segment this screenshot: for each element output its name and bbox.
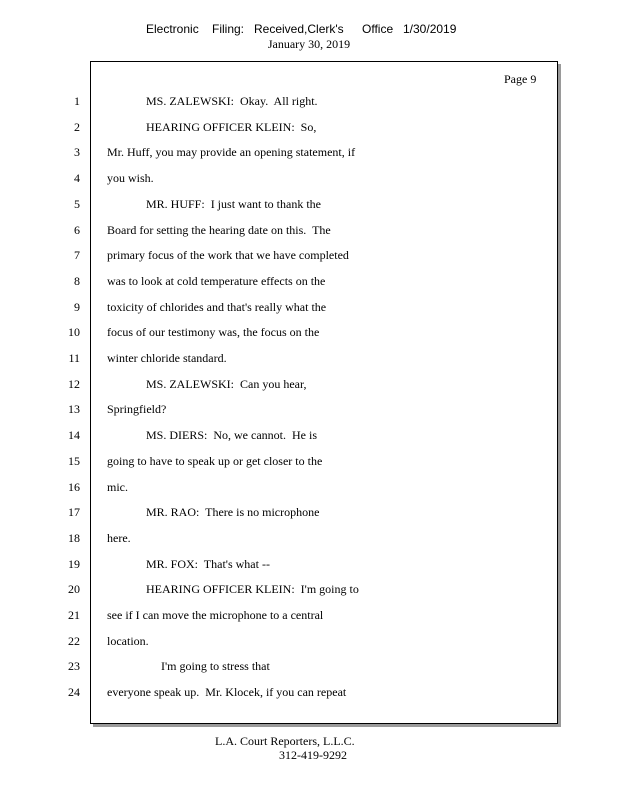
line-text: toxicity of chlorides and that's really what the: [107, 299, 327, 314]
line-number: 13: [68, 402, 80, 417]
line-number: 5: [74, 196, 80, 211]
transcript-line: [0, 197, 618, 217]
transcript-line: [0, 634, 618, 654]
line-text: MS. ZALEWSKI: Can you hear,: [146, 376, 307, 391]
transcript-line: [0, 351, 618, 371]
line-text: MR. RAO: There is no microphone: [146, 505, 320, 520]
transcript-line: [0, 171, 618, 191]
line-text: MR. HUFF: I just want to thank the: [146, 196, 322, 211]
line-number: 24: [68, 685, 80, 700]
transcript-line: [0, 120, 618, 140]
transcript-line: [0, 145, 618, 165]
line-number: 23: [68, 659, 80, 674]
transcript-line: [0, 402, 618, 422]
page-number: Page 9: [504, 72, 537, 86]
line-number: 2: [74, 119, 80, 134]
line-text: mic.: [107, 479, 128, 494]
transcript-line: [0, 531, 618, 551]
line-number: 21: [68, 608, 80, 622]
stamp-word: 1/30/2019: [403, 22, 457, 36]
transcript-line: [0, 480, 618, 500]
line-text: MR. FOX: That's what --: [146, 556, 270, 571]
line-number: 1: [74, 94, 80, 108]
transcript-line: [0, 582, 618, 602]
transcript-line: [0, 428, 618, 448]
stamp-word: Office: [362, 22, 394, 36]
line-number: 15: [68, 453, 80, 468]
line-text: here.: [107, 530, 131, 545]
line-text: winter chloride standard.: [107, 351, 227, 365]
transcript-line: [0, 248, 618, 268]
line-number: 6: [74, 222, 80, 237]
line-text: MS. ZALEWSKI: Okay. All right.: [146, 94, 318, 108]
line-text: HEARING OFFICER KLEIN: I'm going to: [146, 582, 359, 597]
line-text: primary focus of the work that we have completed: [107, 248, 349, 263]
line-text: I'm going to stress that: [161, 659, 270, 674]
line-text: Mr. Huff, you may provide an opening statement, if: [107, 145, 356, 160]
line-text: Springfield?: [107, 402, 167, 417]
transcript-line: [0, 557, 618, 577]
transcript-line: [0, 94, 618, 114]
line-number: 12: [68, 376, 80, 391]
line-text: focus of our testimony was, the focus on the: [107, 325, 320, 340]
line-number: 14: [68, 428, 80, 443]
line-number: 9: [74, 299, 80, 314]
transcript-line: [0, 608, 618, 628]
line-text: going to have to speak up or get closer to the: [107, 453, 323, 468]
line-number: 22: [68, 633, 80, 648]
line-number: 19: [68, 556, 80, 571]
transcript-line: [0, 223, 618, 243]
line-number: 7: [74, 248, 80, 263]
line-text: Board for setting the hearing date on this. The: [107, 222, 331, 237]
line-number: 8: [74, 273, 80, 288]
stamp-word: Electronic: [146, 22, 199, 36]
filing-date: January 30, 2019: [267, 37, 351, 51]
line-text: location.: [107, 633, 149, 648]
line-text: was to look at cold temperature effects on the: [107, 273, 326, 288]
transcript-line: [0, 377, 618, 397]
transcript-line: [0, 325, 618, 345]
line-text: everyone speak up. Mr. Klocek, if you can repeat: [107, 685, 347, 700]
line-number: 3: [74, 145, 80, 160]
line-number: 20: [68, 582, 80, 597]
line-number: 18: [68, 530, 80, 545]
line-number: 11: [68, 351, 80, 365]
line-number: 17: [68, 505, 80, 520]
transcript-line: [0, 274, 618, 294]
transcript-line: [0, 505, 618, 525]
transcript-line: [0, 659, 618, 679]
line-number: 16: [68, 479, 80, 494]
stamp-word: Filing:: [212, 22, 245, 36]
transcript-line: [0, 454, 618, 474]
stamp-word: Received,Clerk's: [254, 22, 344, 36]
line-text: see if I can move the microphone to a central: [107, 608, 324, 622]
line-text: HEARING OFFICER KLEIN: So,: [146, 119, 317, 134]
line-number: 4: [74, 171, 80, 186]
line-number: 10: [68, 325, 80, 340]
line-text: you wish.: [107, 171, 154, 186]
transcript-line: [0, 685, 618, 705]
transcript-line: [0, 300, 618, 320]
line-text: MS. DIERS: No, we cannot. He is: [146, 428, 317, 443]
